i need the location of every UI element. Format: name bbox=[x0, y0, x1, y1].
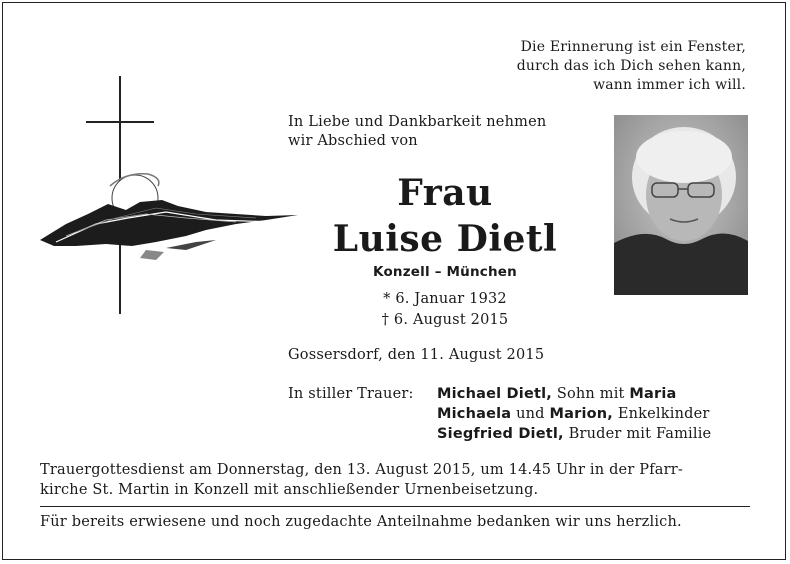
cross-moon-landscape-illustration bbox=[36, 74, 302, 320]
service-line-2: kirche St. Martin in Konzell mit anschließender Urnenbeisetzung. bbox=[40, 482, 539, 498]
mourner-name: Maria bbox=[629, 386, 677, 402]
mourner-relation: Sohn mit bbox=[552, 386, 630, 402]
death-date: † 6. August 2015 bbox=[381, 312, 509, 328]
portrait-photo bbox=[614, 115, 748, 295]
mourner-line bbox=[437, 406, 710, 422]
quote-line-1: Die Erinnerung ist ein Fenster, bbox=[520, 39, 746, 55]
mourner-line bbox=[437, 386, 677, 402]
intro-line-2: wir Abschied von bbox=[288, 133, 418, 149]
thanks-text: Für bereits erwiesene und noch zugedachte Anteilnahme bedanken wir uns herzlich. bbox=[40, 514, 682, 530]
deceased-name: Luise Dietl bbox=[332, 218, 558, 260]
quote-line-2: durch das ich Dich sehen kann, bbox=[516, 58, 746, 74]
birth-date: * 6. Januar 1932 bbox=[383, 291, 507, 307]
deceased-salutation: Frau bbox=[397, 172, 493, 214]
service-line-1: Trauergottesdienst am Donnerstag, den 13. August 2015, um 14.45 Uhr in der Pfarr- bbox=[40, 462, 684, 478]
deceased-place: Konzell – München bbox=[373, 264, 517, 280]
mourner-name: Michael Dietl, bbox=[437, 386, 553, 402]
mourners-label: In stiller Trauer: bbox=[288, 386, 414, 402]
mourner-relation: Enkelkinder bbox=[613, 406, 710, 422]
mourner-name: Siegfried Dietl, bbox=[437, 426, 564, 442]
mourner-name: Michaela bbox=[437, 406, 512, 422]
divider bbox=[40, 506, 750, 507]
mourner-relation: Bruder mit Familie bbox=[563, 426, 712, 442]
quote-line-3: wann immer ich will. bbox=[593, 77, 746, 93]
mourner-relation: und bbox=[511, 406, 550, 422]
place-and-date: Gossersdorf, den 11. August 2015 bbox=[288, 347, 545, 363]
mourner-name: Marion, bbox=[549, 406, 614, 422]
mourner-line bbox=[437, 426, 711, 442]
intro-line-1: In Liebe und Dankbarkeit nehmen bbox=[288, 114, 547, 130]
